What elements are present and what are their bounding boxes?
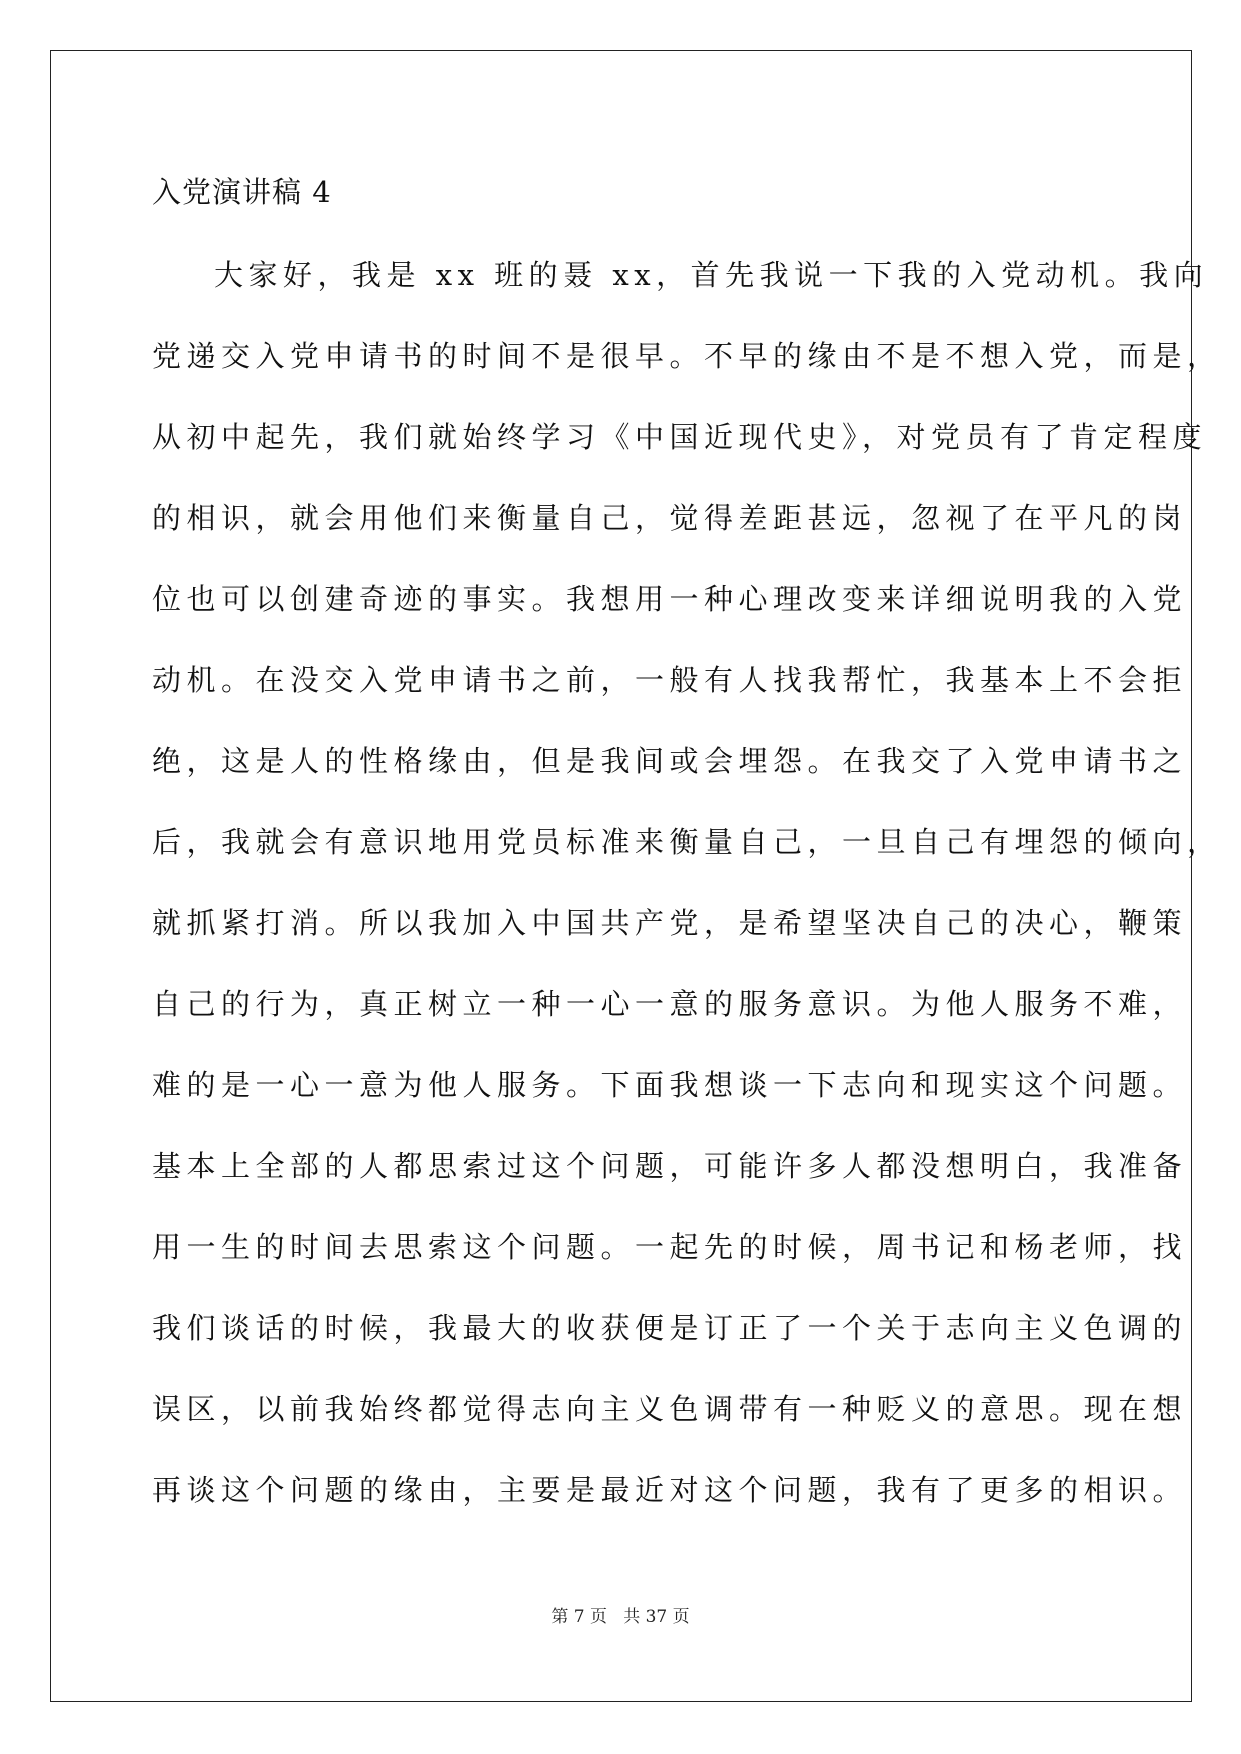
body-line: 从初中起先，我们就始终学习《中国近现代史》，对党员有了肯定程度 xyxy=(152,420,1208,454)
body-line: 我们谈话的时候，我最大的收获便是订正了一个关于志向主义色调的 xyxy=(152,1311,1188,1345)
body-line: 自己的行为，真正树立一种一心一意的服务意识。为他人服务不难， xyxy=(152,987,1188,1021)
body-line: 再谈这个问题的缘由，主要是最近对这个问题，我有了更多的相识。 xyxy=(152,1473,1188,1507)
body-line: 难的是一心一意为他人服务。下面我想谈一下志向和现实这个问题。 xyxy=(152,1068,1188,1102)
body-line: 绝，这是人的性格缘由，但是我间或会埋怨。在我交了入党申请书之 xyxy=(152,744,1188,778)
body-line: 就抓紧打消。所以我加入中国共产党，是希望坚决自己的决心，鞭策 xyxy=(152,906,1188,940)
body-line: 大家好，我是 xx 班的聂 xx，首先我说一下我的入党动机。我向 xyxy=(214,258,1209,292)
body-line: 用一生的时间去思索这个问题。一起先的时候，周书记和杨老师，找 xyxy=(152,1230,1188,1264)
body-line: 党递交入党申请书的时间不是很早。不早的缘由不是不想入党，而是， xyxy=(152,339,1222,373)
document-body xyxy=(152,255,1222,1551)
body-line: 基本上全部的人都思索过这个问题，可能许多人都没想明白，我准备 xyxy=(152,1149,1188,1183)
body-line: 的相识，就会用他们来衡量自己，觉得差距甚远，忽视了在平凡的岗 xyxy=(152,501,1188,535)
body-line: 后，我就会有意识地用党员标准来衡量自己，一旦自己有埋怨的倾向， xyxy=(152,825,1222,859)
body-line: 动机。在没交入党申请书之前，一般有人找我帮忙，我基本上不会拒 xyxy=(152,663,1188,697)
body-line: 误区，以前我始终都觉得志向主义色调带有一种贬义的意思。现在想 xyxy=(152,1392,1188,1426)
document-title: 入党演讲稿 4 xyxy=(152,175,332,209)
page-number-footer: 第 7 页 共 37 页 xyxy=(551,1607,690,1627)
body-line: 位也可以创建奇迹的事实。我想用一种心理改变来详细说明我的入党 xyxy=(152,582,1188,616)
